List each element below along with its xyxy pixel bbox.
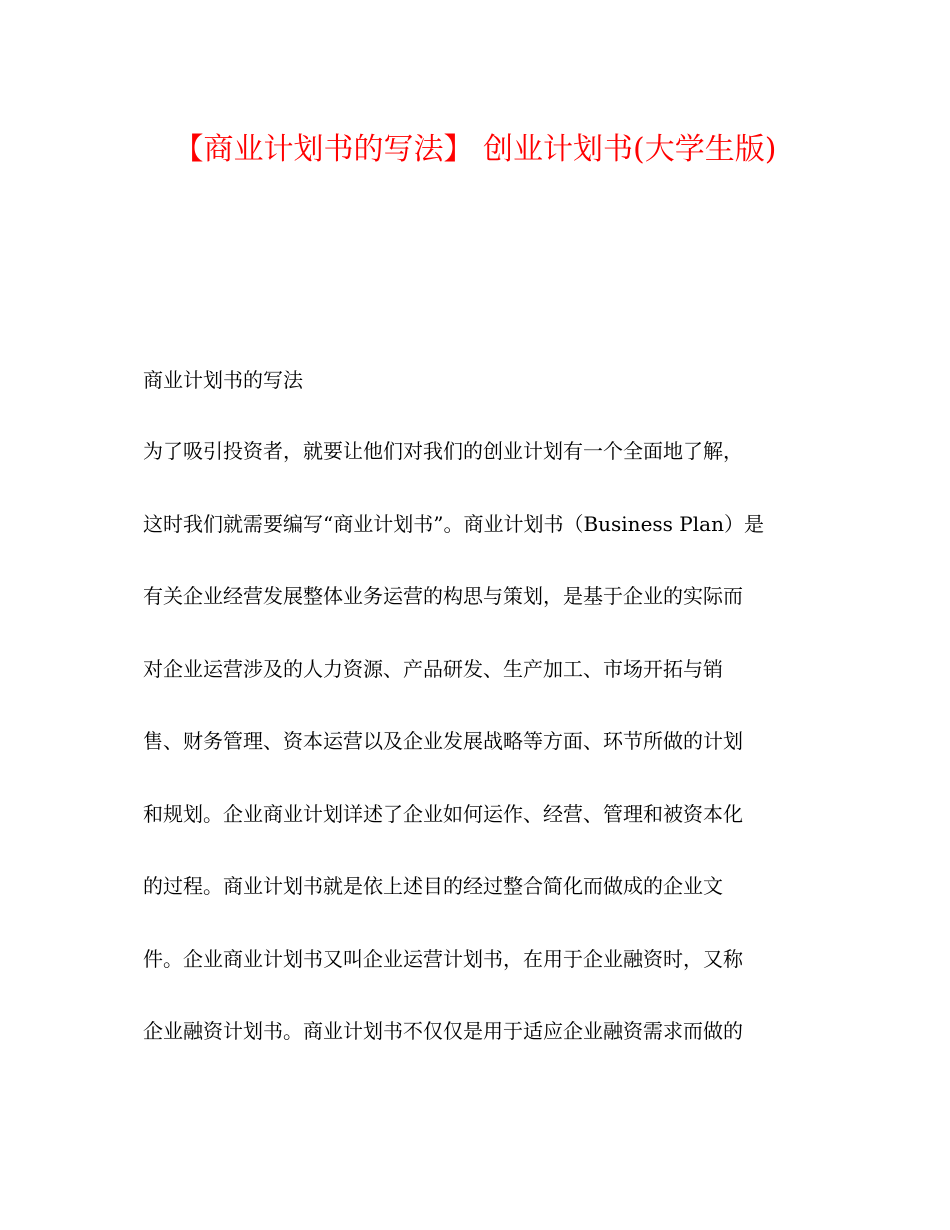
body-line: 有关企业经营发展整体业务运营的构思与策划，是基于企业的实际而 [143,584,743,608]
body-line: 和规划。企业商业计划详述了企业如何运作、经营、管理和被资本化 [143,801,743,826]
body-line: 企业融资计划书。商业计划书不仅仅是用于适应企业融资需求而做的 [143,1019,743,1043]
body-line: 这时我们就需要编写“商业计划书”。商业计划书（Business Plan）是 [143,511,764,536]
body-line: 为了吸引投资者，就要让他们对我们的创业计划有一个全面地了解， [143,439,743,463]
body-line: 的过程。商业计划书就是依上述目的经过整合简化而做成的企业文 [143,874,723,898]
body-text [143,437,808,1090]
body-line: 件。企业商业计划书又叫企业运营计划书，在用于企业融资时，又称 [143,946,743,971]
body-line: 对企业运营涉及的人力资源、产品研发、生产加工、市场开拓与销 [143,656,723,681]
body-line: 售、财务管理、资本运营以及企业发展战略等方面、环节所做的计划 [143,729,743,753]
document-title: 【商业计划书的写法】 创业计划书(大学生版) [173,132,777,167]
section-heading: 商业计划书的写法 [143,368,303,392]
